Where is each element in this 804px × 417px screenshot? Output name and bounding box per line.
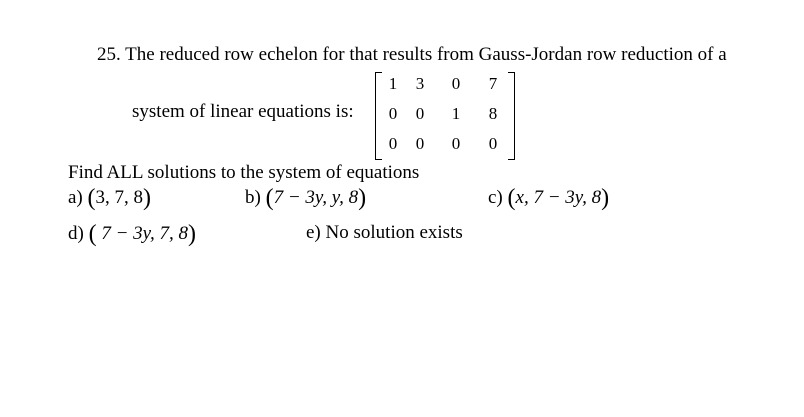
option-a[interactable] [68, 186, 151, 210]
option-a-close-paren: ) [143, 185, 152, 211]
option-d[interactable] [68, 222, 196, 246]
option-a-open-paren: ( [87, 185, 96, 211]
option-c[interactable] [488, 186, 609, 210]
option-c-label: c) [488, 187, 503, 208]
matrix-cell: 0 [451, 74, 461, 93]
matrix-cell: 8 [488, 104, 498, 123]
question-number: 25. [97, 44, 121, 65]
question-text-line-2: system of linear equations is: [132, 101, 354, 122]
option-d-body: 7 − 3y, 7, 8 [96, 223, 189, 244]
matrix-cell: 7 [488, 74, 498, 93]
option-d-open-paren: ( [88, 221, 97, 247]
matrix-right-bracket [508, 72, 515, 160]
matrix-left-bracket [375, 72, 382, 160]
option-d-close-paren: ) [188, 221, 197, 247]
option-b-open-paren: ( [265, 185, 274, 211]
option-b-close-paren: ) [358, 185, 367, 211]
option-a-label: a) [68, 187, 83, 208]
matrix-cell: 0 [388, 104, 398, 123]
matrix-cell: 0 [415, 134, 425, 153]
option-e-label: e) [306, 222, 321, 243]
matrix-cell: 0 [415, 104, 425, 123]
question-line-1 [97, 44, 727, 66]
option-b[interactable] [245, 186, 366, 210]
matrix-cell: 0 [488, 134, 498, 153]
option-c-body: x, 7 − 3y, 8 [515, 187, 602, 208]
matrix-cell: 0 [451, 134, 461, 153]
matrix-cell: 3 [415, 74, 425, 93]
question-text-line-1: The reduced row echelon for that results from Gauss-Jordan row reduction of a [125, 44, 727, 65]
matrix-cell: 0 [388, 134, 398, 153]
option-c-close-paren: ) [601, 185, 610, 211]
matrix-cell: 1 [388, 74, 398, 93]
option-a-body: 3, 7, 8 [95, 187, 144, 208]
option-c-open-paren: ( [507, 185, 516, 211]
matrix-cell: 1 [451, 104, 461, 123]
option-e[interactable] [306, 222, 463, 244]
option-b-label: b) [245, 187, 261, 208]
option-e-text: No solution exists [325, 222, 463, 243]
option-d-label: d) [68, 223, 84, 244]
rref-matrix [375, 72, 515, 160]
option-b-body: 7 − 3y, y, 8 [273, 187, 359, 208]
question-prompt: Find ALL solutions to the system of equations [68, 162, 420, 183]
